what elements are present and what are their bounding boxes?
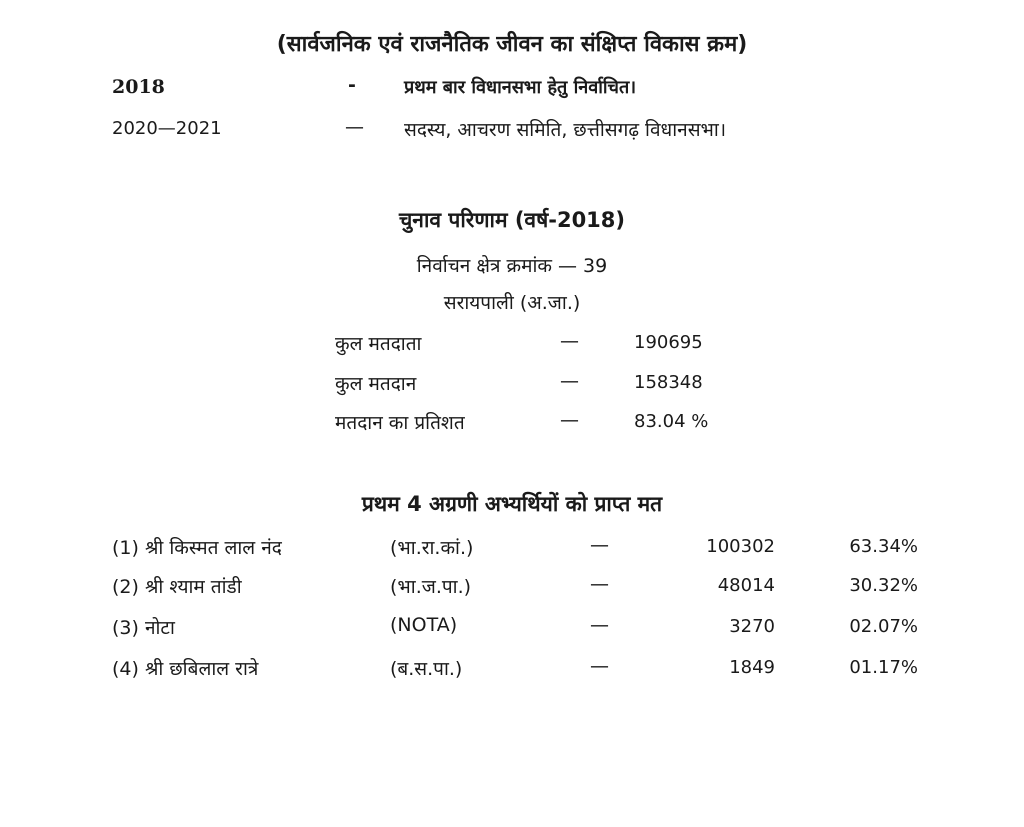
candidate-name: (2) श्री श्याम तांडी xyxy=(112,576,242,598)
candidate-dash: — xyxy=(590,534,609,556)
candidate-party: (भा.ज.पा.) xyxy=(390,576,472,598)
candidate-votes: 100302 xyxy=(706,536,775,557)
candidate-dash: — xyxy=(590,614,609,636)
candidate-dash: — xyxy=(590,573,609,595)
stat-label: कुल मतदाता xyxy=(335,333,422,355)
candidate-dash: — xyxy=(590,655,609,677)
candidate-party: (भा.रा.कां.) xyxy=(390,537,474,559)
candidate-percent: 63.34% xyxy=(849,536,918,557)
stat-dash: — xyxy=(560,330,579,352)
career-text: प्रथम बार विधानसभा हेतु निर्वाचित। xyxy=(404,77,637,98)
stat-value: 190695 xyxy=(634,332,703,353)
candidate-percent: 02.07% xyxy=(849,616,918,637)
career-year: 2020—2021 xyxy=(112,118,222,139)
stat-value: 158348 xyxy=(634,372,703,393)
constituency-number: निर्वाचन क्षेत्र क्रमांक — 39 xyxy=(416,255,608,277)
career-text: सदस्य, आचरण समिति, छत्तीसगढ़ विधानसभा। xyxy=(404,119,727,141)
candidate-name: (3) नोटा xyxy=(112,617,175,639)
stat-value: 83.04 % xyxy=(634,411,709,432)
page-heading: (सार्वजनिक एवं राजनैतिक जीवन का संक्षिप्त विकास क्रम) xyxy=(276,32,748,57)
candidate-votes: 48014 xyxy=(717,575,775,596)
candidate-party: (NOTA) xyxy=(390,614,458,636)
candidate-name: (1) श्री किस्मत लाल नंद xyxy=(112,537,282,559)
results-title: चुनाव परिणाम (वर्ष-2018) xyxy=(398,208,626,232)
constituency-name: सरायपाली (अ.जा.) xyxy=(443,292,581,314)
candidate-votes: 1849 xyxy=(729,657,775,678)
stat-dash: — xyxy=(560,409,579,431)
candidate-votes: 3270 xyxy=(729,616,775,637)
candidate-percent: 01.17% xyxy=(849,657,918,678)
candidate-party: (ब.स.पा.) xyxy=(390,658,463,680)
career-dash: — xyxy=(345,116,364,138)
stat-label: मतदान का प्रतिशत xyxy=(335,412,465,434)
stat-label: कुल मतदान xyxy=(335,373,417,395)
career-year: 2018 xyxy=(112,76,165,98)
candidate-percent: 30.32% xyxy=(849,575,918,596)
career-dash: - xyxy=(348,74,356,96)
candidates-title: प्रथम 4 अग्रणी अभ्यर्थियों को प्राप्त मत xyxy=(361,492,663,516)
stat-dash: — xyxy=(560,370,579,392)
candidate-name: (4) श्री छबिलाल रात्रे xyxy=(112,658,259,680)
